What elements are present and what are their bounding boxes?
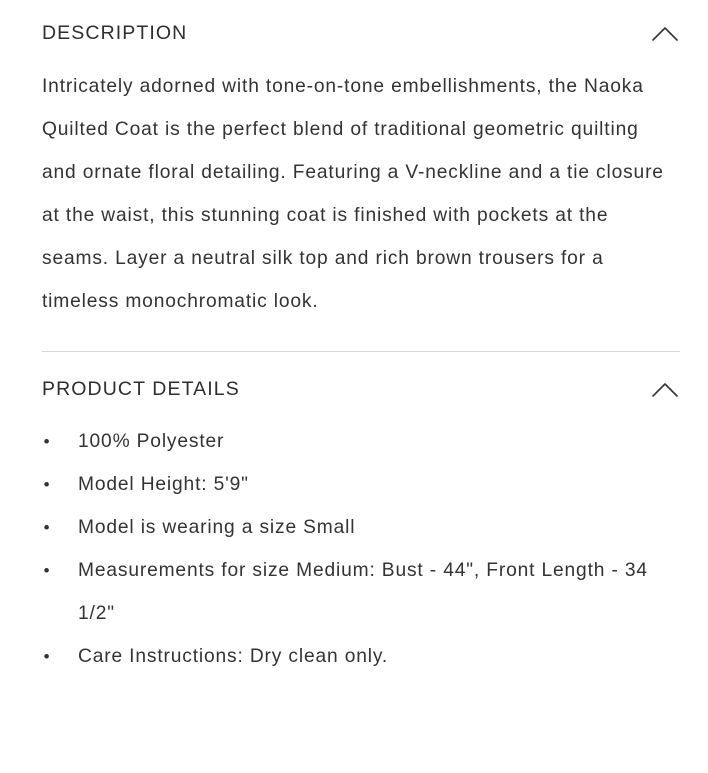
list-item <box>42 463 680 506</box>
bullet-icon: • <box>43 431 51 451</box>
bullet-icon: • <box>43 474 51 494</box>
list-item-label: 100% Polyester <box>78 430 225 452</box>
list-item <box>42 420 680 463</box>
product-details-list <box>42 420 680 678</box>
description-section <box>42 0 680 323</box>
list-item-label: Care Instructions: Dry clean only. <box>78 645 389 667</box>
chevron-up-icon[interactable] <box>650 380 680 400</box>
product-details-section <box>42 352 680 677</box>
description-body-text: Intricately adorned with tone-on-tone embellishments, the Naoka Quilted Coat is the perfect blend of traditional geometric quilting and ornate floral detailing. Featuring a V-neckline and a tie closure at the waist, this stunning coat is finished with pockets at the seams. Layer a neutral silk top and rich brown trousers for a timeless monochromatic look. <box>42 76 664 313</box>
product-details-section-title: PRODUCT DETAILS <box>42 378 240 401</box>
section-divider-wrap <box>42 323 680 352</box>
product-details-section-header[interactable] <box>42 378 680 401</box>
list-item-label: Model is wearing a size Small <box>78 516 356 538</box>
bullet-icon: • <box>43 646 51 666</box>
description-section-title: DESCRIPTION <box>42 22 188 44</box>
description-section-header[interactable] <box>42 22 680 45</box>
bullet-icon: • <box>43 517 51 537</box>
list-item-label: Model Height: 5'9" <box>78 473 249 495</box>
chevron-up-icon[interactable] <box>650 24 680 44</box>
list-item <box>42 549 680 635</box>
list-item <box>42 506 680 549</box>
list-item-label: Measurements for size Medium: Bust - 44", Front Length - 34 1/2" <box>78 559 648 624</box>
list-item <box>42 635 680 678</box>
bullet-icon: • <box>43 560 51 580</box>
